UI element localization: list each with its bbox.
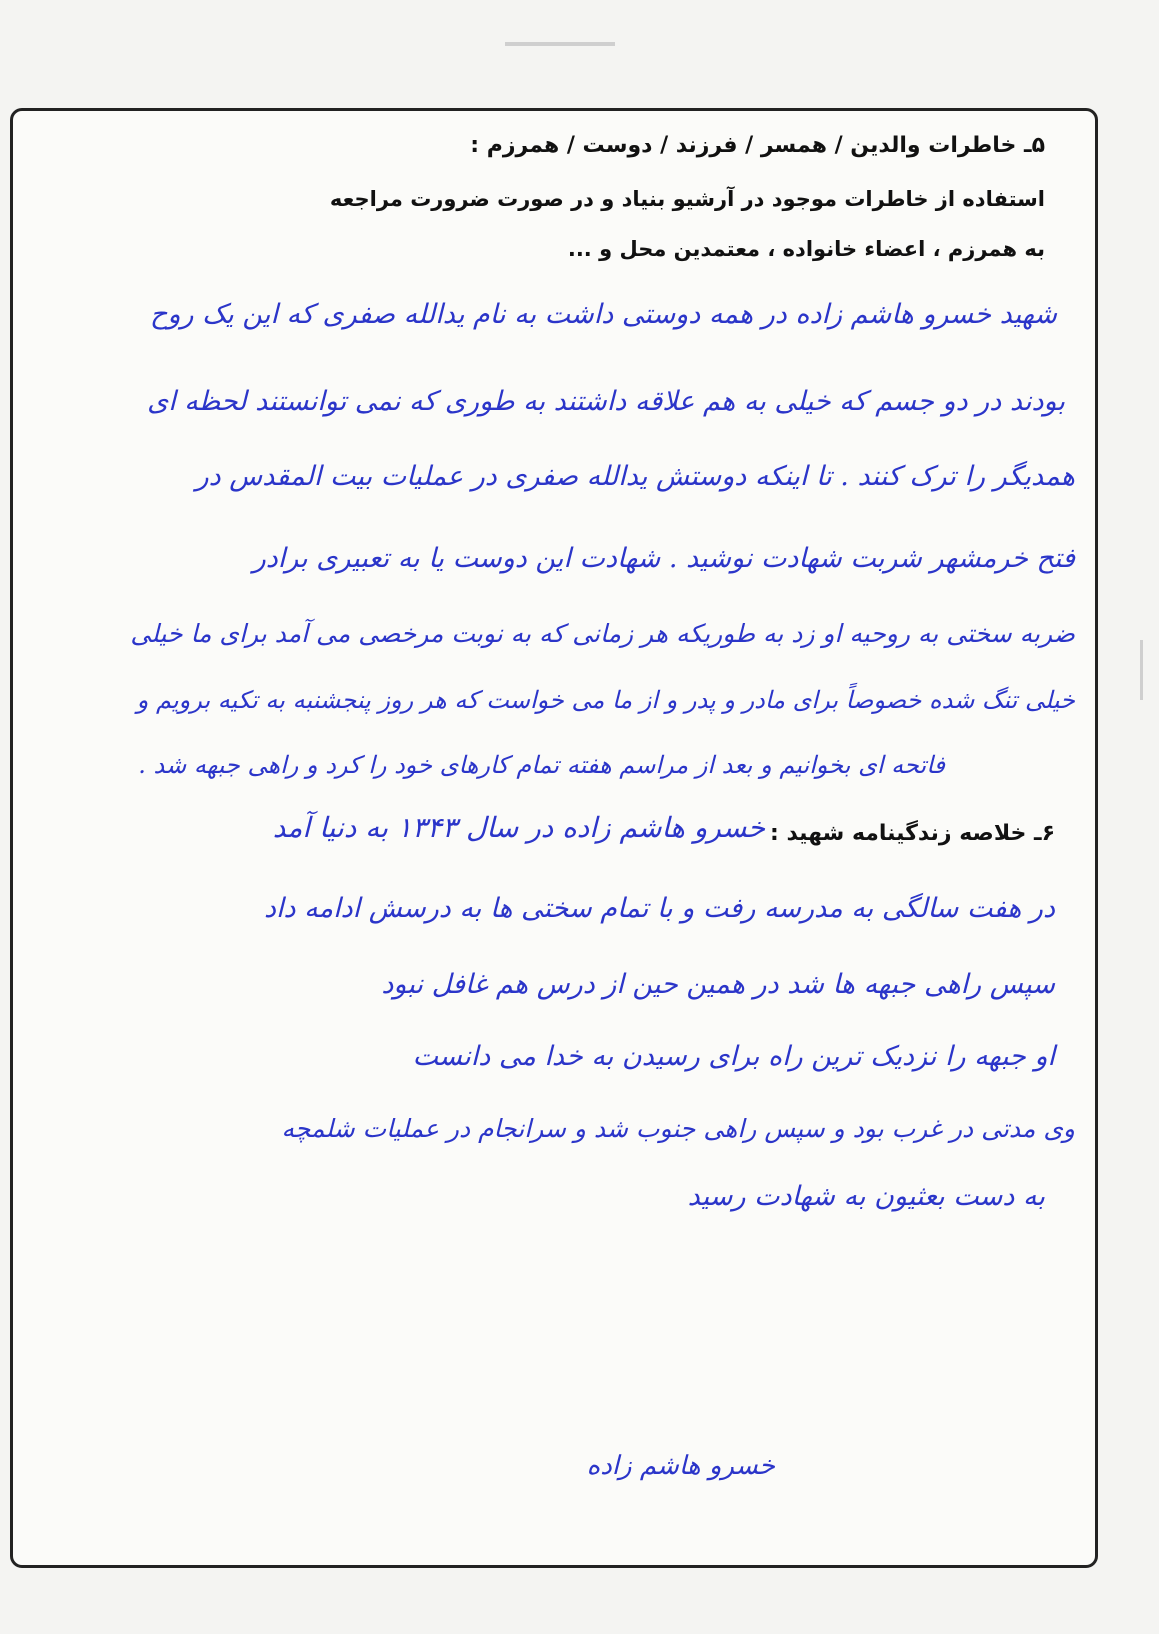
memoir-line: فاتحه ای بخوانیم و بعد از مراسم هفته تمام کارهای خود را کرد و راهی جبهه شد . [138, 751, 945, 779]
bio-heading-handwritten: خسرو هاشم زاده در سال ۱۳۴۳ به دنیا آمد [272, 811, 765, 844]
scan-smudge-top [505, 42, 615, 46]
section5-instruction-line2: به همرزم ، اعضاء خانواده ، معتمدین محل و ... [567, 237, 1045, 261]
memoir-line: بودند در دو جسم که خیلی به هم علاقه داشتند به طوری که نمی توانستند لحظه ای [147, 386, 1065, 417]
bio-line: در هفت سالگی به مدرسه رفت و با تمام سختی ها به درسش ادامه داد [264, 893, 1055, 924]
section6-heading: ۶ـ خلاصه زندگینامه شهید : [769, 821, 1055, 846]
bio-line: سپس راهی جبهه ها شد در همین حین از درس هم غافل نبود [381, 969, 1055, 1000]
section5-instruction-line1: استفاده از خاطرات موجود در آرشیو بنیاد و در صورت ضرورت مراجعه [329, 187, 1045, 211]
section5-heading: ۵ـ خاطرات والدین / همسر / فرزند / دوست / همرزم : [470, 133, 1045, 158]
scan-edge-mark [1140, 640, 1143, 700]
memoir-line: شهید خسرو هاشم زاده در همه دوستی داشت به نام یدالله صفری که این یک روح [150, 299, 1057, 330]
memoir-line: خیلی تنگ شده خصوصاً برای مادر و پدر و از ما می خواست که هر روز پنجشنبه به تکیه برویم و [136, 686, 1075, 714]
form-page-frame [10, 108, 1098, 1568]
signature: خسرو هاشم زاده [586, 1451, 775, 1481]
bio-line: او جبهه را نزدیک ترین راه برای رسیدن به خدا می دانست [412, 1041, 1055, 1072]
memoir-line: ضربه سختی به روحیه او زد به طوریکه هر زمانی که به نوبت مرخصی می آمد برای ما خیلی [130, 619, 1075, 648]
memoir-line: همدیگر را ترک کنند . تا اینکه دوستش یدالله صفری در عملیات بیت المقدس در [195, 461, 1075, 492]
bio-line: وی مدتی در غرب بود و سپس راهی جنوب شد و سرانجام در عملیات شلمچه [281, 1114, 1075, 1143]
bio-line: به دست بعثیون به شهادت رسید [687, 1181, 1045, 1212]
memoir-line: فتح خرمشهر شربت شهادت نوشید . شهادت این دوست یا به تعبیری برادر [252, 543, 1075, 574]
